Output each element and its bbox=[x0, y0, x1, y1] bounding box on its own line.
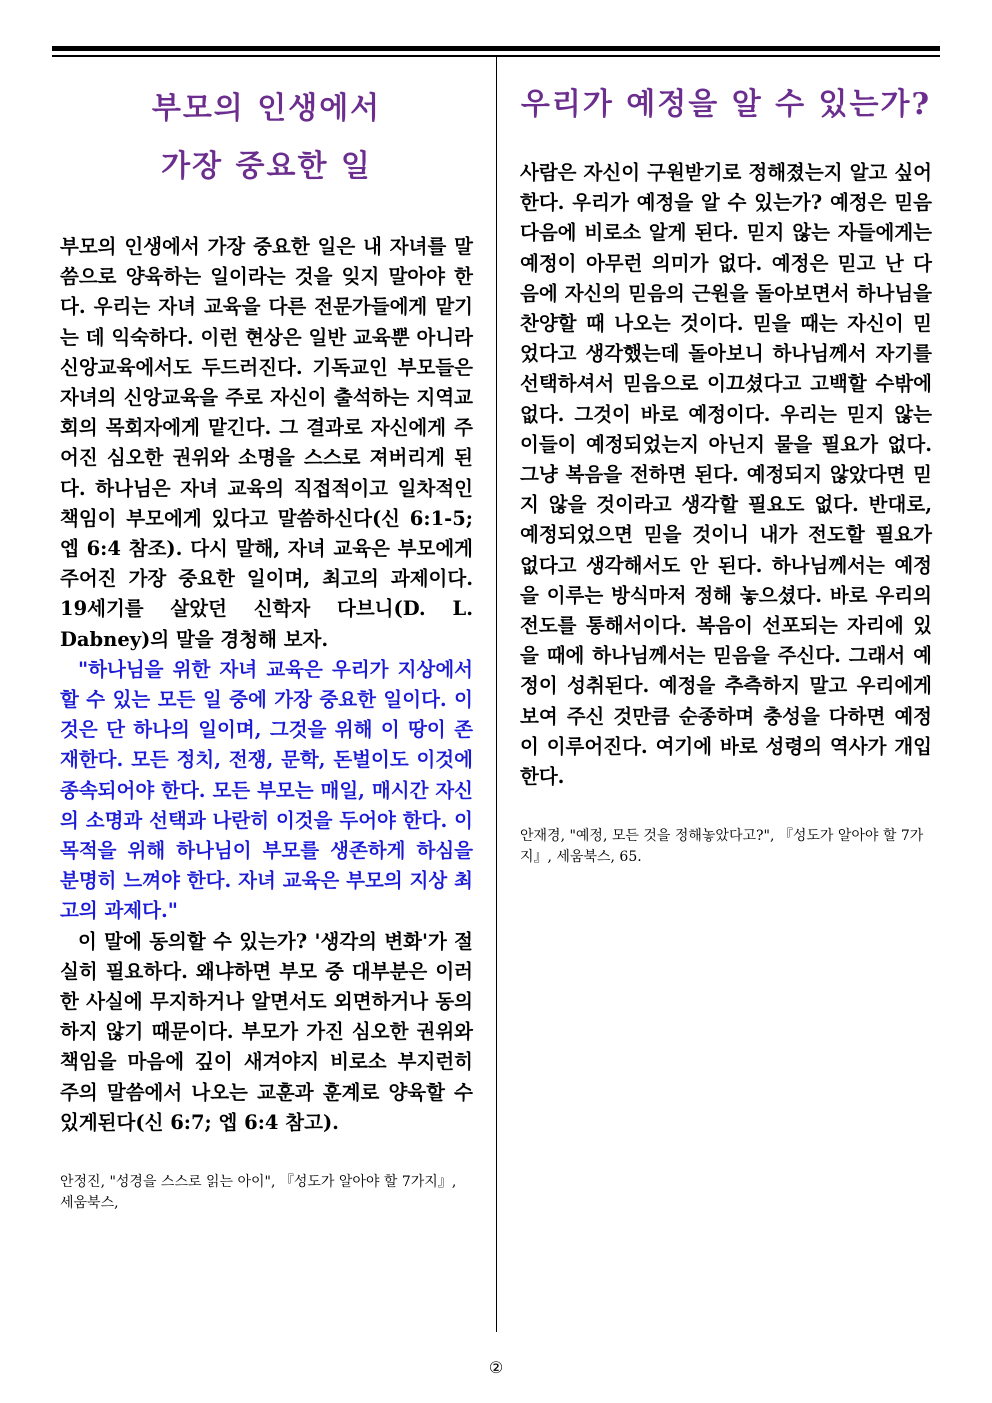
left-article-title bbox=[60, 80, 473, 196]
left-title-line2: 가장 중요한 일 bbox=[161, 149, 372, 184]
right-article-title: 우리가 예정을 알 수 있는가? bbox=[520, 87, 932, 122]
top-rule-thick bbox=[52, 46, 940, 51]
right-paragraph: 사람은 자신이 구원받기로 정해졌는지 알고 싶어 한다. 우리가 예정을 알 수 있는가? 예정은 믿음 다음에 비로소 알게 된다. 믿지 않는 자들에게는 예정이 아무런 의미가 없다. 예정은 믿고 난 다음에 자신의 믿음의 근원을 돌아보면서 하나님을 찬양할 때 나오는 것이다. 믿을 때는 자신이 믿었다고 생각했는데 돌아보니 하나님께서 자기를 선택하셔서 믿음으로 이끄셨다고 고백할 수밖에 없다. 그것이 바로 예정이다. 우리는 믿지 않는 이들이 예정되었는지 아닌지 물을 필요가 없다. 그냥 복음을 전하면 된다. 예정되지 않았다면 믿지 않을 것이라고 생각할 필요도 없다. 반대로, 예정되었으면 믿을 것이니 내가 전도할 필요가 없다고 생각해서도 안 된다. 하나님께서는 예정을 이루는 방식마저 정해 놓으셨다. 바로 우리의 전도를 통해서이다. 복음이 선포되는 자리에 있을 때에 하나님께서는 믿음을 주신다. 그래서 예정이 성취된다. 예정을 추측하지 말고 우리에게 보여 주신 것만큼 순종하며 충성을 다하면 예정이 이루어진다. 여기에 바로 성령의 역사가 개입한다. bbox=[520, 161, 932, 789]
left-paragraph-1: 부모의 인생에서 가장 중요한 일은 내 자녀를 말씀으로 양육하는 일이라는 것을 잊지 말아야 한다. 우리는 자녀 교육을 다른 전문가들에게 맡기는 데 익숙하다. 이런 현상은 일반 교육뿐 아니라 신앙교육에서도 두드러진다. 기독교인 부모들은 자녀의 신앙교육을 주로 자신이 출석하는 지역교회의 목회자에게 맡긴다. 그 결과로 자신에게 주어진 심오한 권위와 소명을 스스로 져버리게 된다. 하나님은 자녀 교육의 직접적이고 일차적인 책임이 부모에게 있다고 말씀하신다(신 6:1-5; 엡 6:4 참조). 다시 말해, 자녀 교육은 부모에게 주어진 가장 중요한 일이며, 최고의 과제이다. 19세기를 살았던 신학자 다브니(D. L. Dabney)의 말을 경청해 보자. bbox=[60, 235, 473, 651]
column-divider bbox=[496, 57, 497, 1332]
left-paragraph-2: 이 말에 동의할 수 있는가? '생각의 변화'가 절실히 필요하다. 왜냐하면 부모 중 대부분은 이러한 사실에 무지하거나 알면서도 외면하거나 동의하지 않기 때문이다. 부모가 가진 심오한 권위와 책임을 마음에 깊이 새겨야지 비로소 부지런히 주의 말씀에서 나오는 교훈과 훈계로 양육할 수 있게된다(신 6:7; 엡 6:4 참고). bbox=[60, 929, 473, 1134]
left-quote: "하나님을 위한 자녀 교육은 우리가 지상에서 할 수 있는 모든 일 중에 가장 중요한 일이다. 이것은 단 하나의 일이며, 그것을 위해 이 땅이 존재한다. 모든 정치, 전쟁, 문학, 돈벌이도 이것에 종속되어야 한다. 모든 부모는 매일, 매시간 자신의 소명과 선택과 나란히 이것을 두어야 한다. 이 목적을 위해 하나님이 부모를 생존하게 하심을 분명히 느껴야 한다. 자녀 교육은 부모의 지상 최고의 과제다." bbox=[60, 657, 473, 923]
left-citation: 안정진, "성경을 스스로 읽는 아이", 『성도가 알아야 할 7가지』, 세움북스, bbox=[60, 1174, 457, 1212]
right-citation: 안재경, "예정, 모든 것을 정해놓았다고?", 『성도가 알아야 할 7가지』, 세움북스, 65. bbox=[520, 828, 924, 866]
left-title-line1: 부모의 인생에서 bbox=[151, 91, 382, 126]
page-number: ② bbox=[488, 1358, 504, 1377]
left-column bbox=[60, 70, 473, 1228]
right-column bbox=[520, 70, 932, 882]
